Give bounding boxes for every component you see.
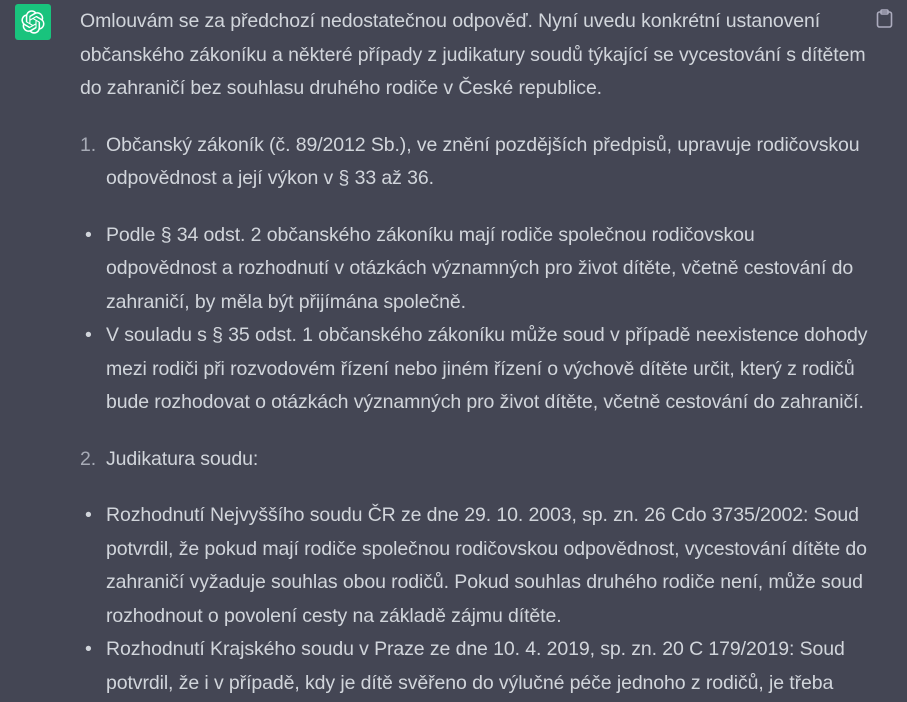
openai-logo-icon <box>21 10 45 34</box>
bullet-item: • Rozhodnutí Krajského soudu v Praze ze dne 10. 4. 2019, sp. zn. 20 C 179/2019: Soud potvrdil, že i v případě, kdy je dítě svěřeno do výlučné péče jednoho z rodičů, je třeba <box>80 633 870 700</box>
bullet-item: • V souladu s § 35 odst. 1 občanského zákoníku může soud v případě neexistence dohody mezi rodiči při rozvodovém řízení nebo jiném řízení o výchově dítěte určit, který z rodičů bude rozhodovat o otázkách významných pro život dítěte, včetně cestování do zahraničí. <box>80 319 870 420</box>
list-number: 1. <box>80 133 97 156</box>
numbered-item-text: Judikatura soudu: <box>106 447 259 470</box>
message-intro: Omlouvám se za předchozí nedostatečnou odpověď. Nyní uvedu konkrétní ustanovení občanského zákoníku a některé případy z judikatury soudů týkající se vycestování s dítětem do zahraničí bez souhlasu druhého rodiče v České republice. <box>80 10 866 99</box>
bullet-list <box>80 219 870 420</box>
numbered-item-text: Občanský zákoník (č. 89/2012 Sb.), ve znění pozdějších předpisů, upravuje rodičovskou odpovědnost a její výkon v § 33 až 36. <box>106 133 860 189</box>
bullet-list <box>80 499 870 700</box>
copy-button[interactable] <box>873 7 895 29</box>
assistant-message <box>80 5 870 700</box>
numbered-item-2 <box>80 443 870 477</box>
numbered-item-1 <box>80 129 870 196</box>
bullet-item: • Podle § 34 odst. 2 občanského zákoníku mají rodiče společnou rodičovskou odpovědnost a rozhodnutí v otázkách významných pro život dítěte, včetně cestování do zahraničí, by měla být přijímána společně. <box>80 219 870 320</box>
assistant-avatar <box>15 4 51 40</box>
list-number: 2. <box>80 447 97 470</box>
clipboard-icon <box>876 9 893 28</box>
bullet-item: • Rozhodnutí Nejvyššího soudu ČR ze dne 29. 10. 2003, sp. zn. 26 Cdo 3735/2002: Soud potvrdil, že pokud mají rodiče společnou rodičovskou odpovědnost, vycestování dítěte do zahraničí vyžaduje souhlas obou rodičů. Pokud souhlas druhého rodiče není, může soud rozhodnout o povolení cesty na základě zájmu dítěte. <box>80 499 870 633</box>
